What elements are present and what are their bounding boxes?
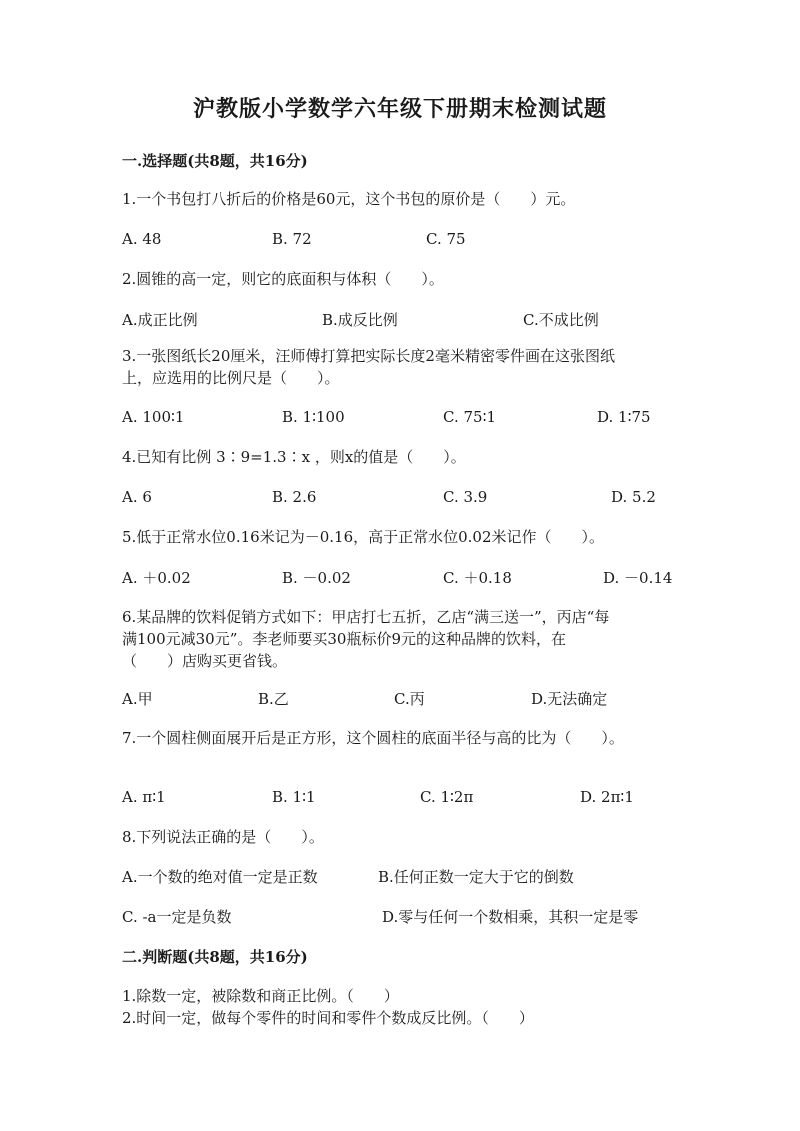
question-text: 上，应选用的比例尺是（ ）。 (122, 369, 340, 387)
option-a: A.成正比例 (122, 311, 198, 329)
option-c: C. ＋0.18 (443, 569, 512, 587)
question-text: 3.一张图纸长20厘米，汪师傅打算把实际长度2毫米精密零件画在这张图纸 (122, 347, 615, 365)
option-d: D.零与任何一个数相乘，其积一定是零 (382, 908, 639, 926)
question-8 (122, 826, 682, 848)
question-1 (122, 188, 682, 210)
question-6 (122, 606, 682, 672)
question-text: 2.圆锥的高一定，则它的底面积与体积（ ）。 (122, 270, 444, 288)
question-text: 6.某品牌的饮料促销方式如下：甲店打七五折，乙店“满三送一”，丙店“每 (122, 608, 610, 626)
option-d: D. 5.2 (611, 488, 656, 506)
option-c: C. -a一定是负数 (122, 908, 232, 926)
question-text: 4.已知有比例 3∶9=1.3∶x ，则x的值是（ ）。 (122, 448, 466, 466)
option-b: B. 1∶100 (282, 408, 345, 426)
option-d: D. －0.14 (603, 569, 673, 587)
option-b: B.成反比例 (322, 311, 398, 329)
option-a: A.一个数的绝对值一定是正数 (122, 868, 318, 886)
question-text: 1.一个书包打八折后的价格是60元，这个书包的原价是（ ）元。 (122, 190, 576, 208)
option-b: B. 72 (272, 230, 312, 248)
question-text: 7.一个圆柱侧面展开后是正方形，这个圆柱的底面半径与高的比为（ ）。 (122, 729, 624, 747)
question-4 (122, 446, 682, 468)
option-d: D. 2π∶1 (580, 788, 634, 806)
question-text: 5.低于正常水位0.16米记为－0.16，高于正常水位0.02米记作（ ）。 (122, 528, 605, 546)
judgment-list (122, 985, 682, 1029)
section-heading-choice: 一.选择题(共8题，共16分) (122, 152, 308, 170)
option-b: B. 2.6 (272, 488, 317, 506)
option-a: A. π∶1 (122, 788, 166, 806)
option-b: B.乙 (258, 690, 289, 708)
option-a: A. 100∶1 (122, 408, 185, 426)
option-a: A. 6 (122, 488, 152, 506)
page-title: 沪教版小学数学六年级下册期末检测试题 (192, 96, 607, 122)
option-c: C.不成比例 (523, 311, 599, 329)
judgment-item: 2.时间一定，做每个零件的时间和零件个数成反比例。（ ） (122, 1009, 534, 1027)
question-7 (122, 727, 682, 749)
option-c: C.丙 (394, 690, 425, 708)
judgment-item: 1.除数一定，被除数和商正比例。（ ） (122, 987, 399, 1005)
option-b: B.任何正数一定大于它的倒数 (378, 868, 574, 886)
section-heading-judgment: 二.判断题(共8题，共16分) (122, 948, 308, 966)
question-5 (122, 526, 682, 548)
option-c: C. 3.9 (443, 488, 488, 506)
option-c: C. 75∶1 (443, 408, 497, 426)
option-b: B. 1∶1 (272, 788, 316, 806)
question-text: 满100元减30元”。李老师要买30瓶标价9元的这种品牌的饮料，在 (122, 630, 567, 648)
question-text: （ ）店购买更省钱。 (122, 652, 288, 670)
option-a: A. 48 (122, 230, 162, 248)
option-d: D.无法确定 (531, 690, 608, 708)
option-b: B. －0.02 (282, 569, 351, 587)
question-2 (122, 268, 682, 290)
option-c: C. 1∶2π (420, 788, 474, 806)
option-a: A.甲 (122, 690, 153, 708)
question-text: 8.下列说法正确的是（ ）。 (122, 828, 324, 846)
option-a: A. ＋0.02 (122, 569, 191, 587)
question-3 (122, 345, 682, 389)
option-c: C. 75 (426, 230, 466, 248)
option-d: D. 1∶75 (597, 408, 651, 426)
